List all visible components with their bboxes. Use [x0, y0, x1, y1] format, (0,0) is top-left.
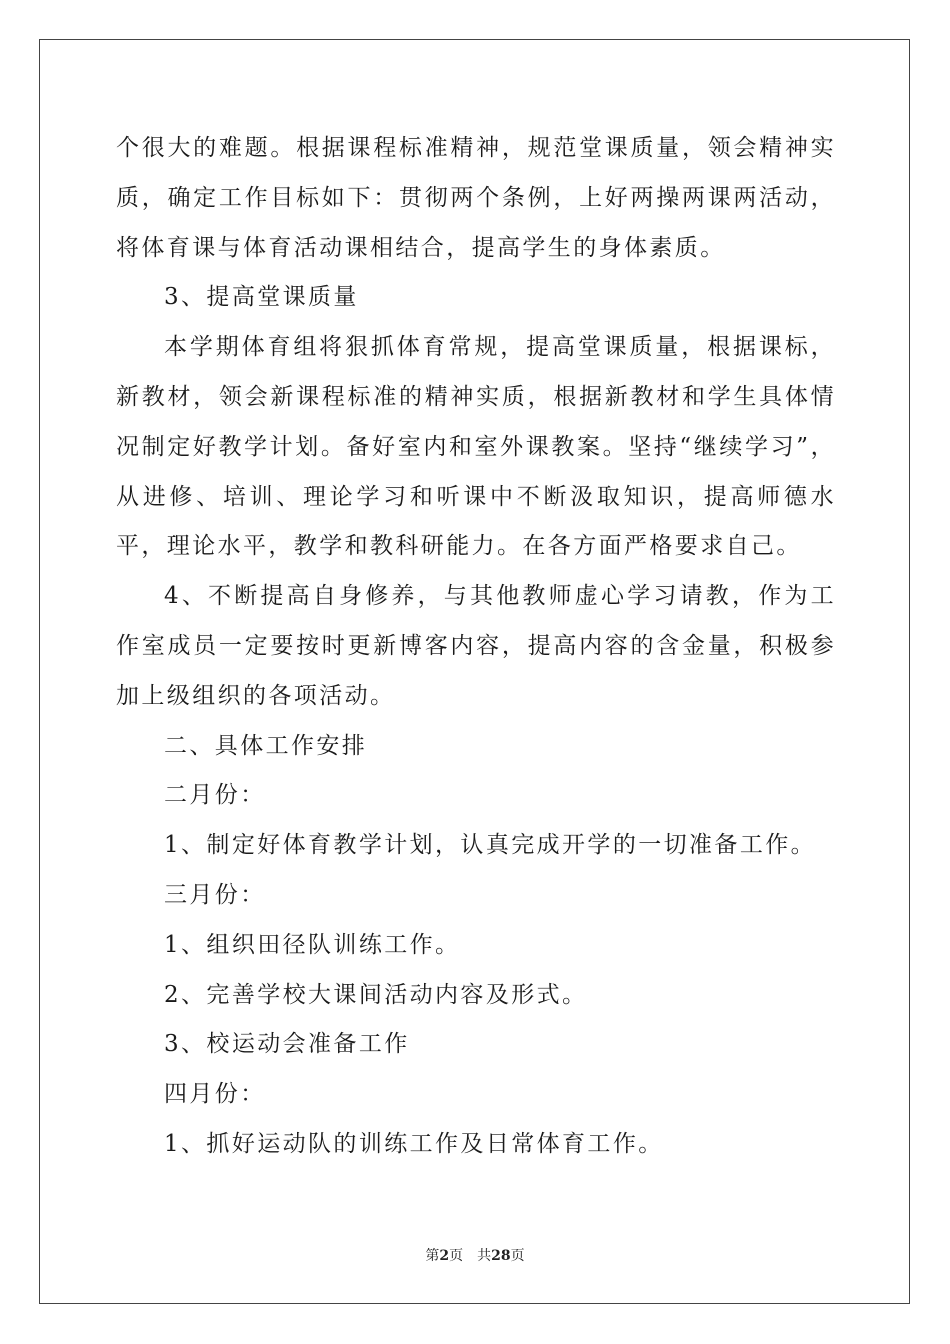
paragraph-3: 本学期体育组将狠抓体育常规，提高堂课质量，根据课标，新教材，领会新课程标准的精神实质，根据新教材和学生具体情况制定好教学计划。备好室内和室外课教案。坚持“继续学习”，从进修、培训、理论学习和听课中不断汲取知识，提高师德水平，理论水平，教学和教科研能力。在各方面严格要求自己。: [116, 334, 836, 560]
page-prefix: 第: [425, 1248, 440, 1264]
month-heading-march: 三月份：: [164, 881, 266, 908]
page-suffix: 页: [449, 1248, 464, 1264]
paragraph-1: 个很大的难题。根据课程标准精神，规范堂课质量，领会精神实质，确定工作目标如下：贯彻两个条例，上好两操两课两活动，将体育课与体育活动课相结合，提高学生的身体素质。: [116, 135, 836, 261]
list-item: 1、制定好体育教学计划，认真完成开学的一切准备工作。: [164, 832, 817, 859]
paragraph-2: 3、提高堂课质量: [164, 284, 359, 311]
list-item: 1、抓好运动队的训练工作及日常体育工作。: [164, 1130, 664, 1157]
month-heading-april: 四月份：: [164, 1081, 266, 1108]
month-heading-february: 二月份：: [164, 782, 266, 809]
total-pages: 28: [491, 1248, 511, 1264]
section-heading: 二、具体工作安排: [164, 732, 368, 759]
list-item: 3、校运动会准备工作: [164, 1031, 410, 1058]
list-item: 1、组织田径队训练工作。: [164, 931, 461, 958]
total-prefix: 共: [477, 1248, 492, 1264]
page-number: 2: [439, 1248, 450, 1264]
page-footer: [0, 1246, 950, 1266]
list-item: 2、完善学校大课间活动内容及形式。: [164, 981, 588, 1008]
total-suffix: 页: [510, 1248, 525, 1264]
paragraph-4: 4、不断提高自身修养，与其他教师虚心学习请教，作为工作室成员一定要按时更新博客内容，提高内容的含金量，积极参加上级组织的各项活动。: [116, 583, 836, 709]
document-body: [116, 124, 836, 1170]
